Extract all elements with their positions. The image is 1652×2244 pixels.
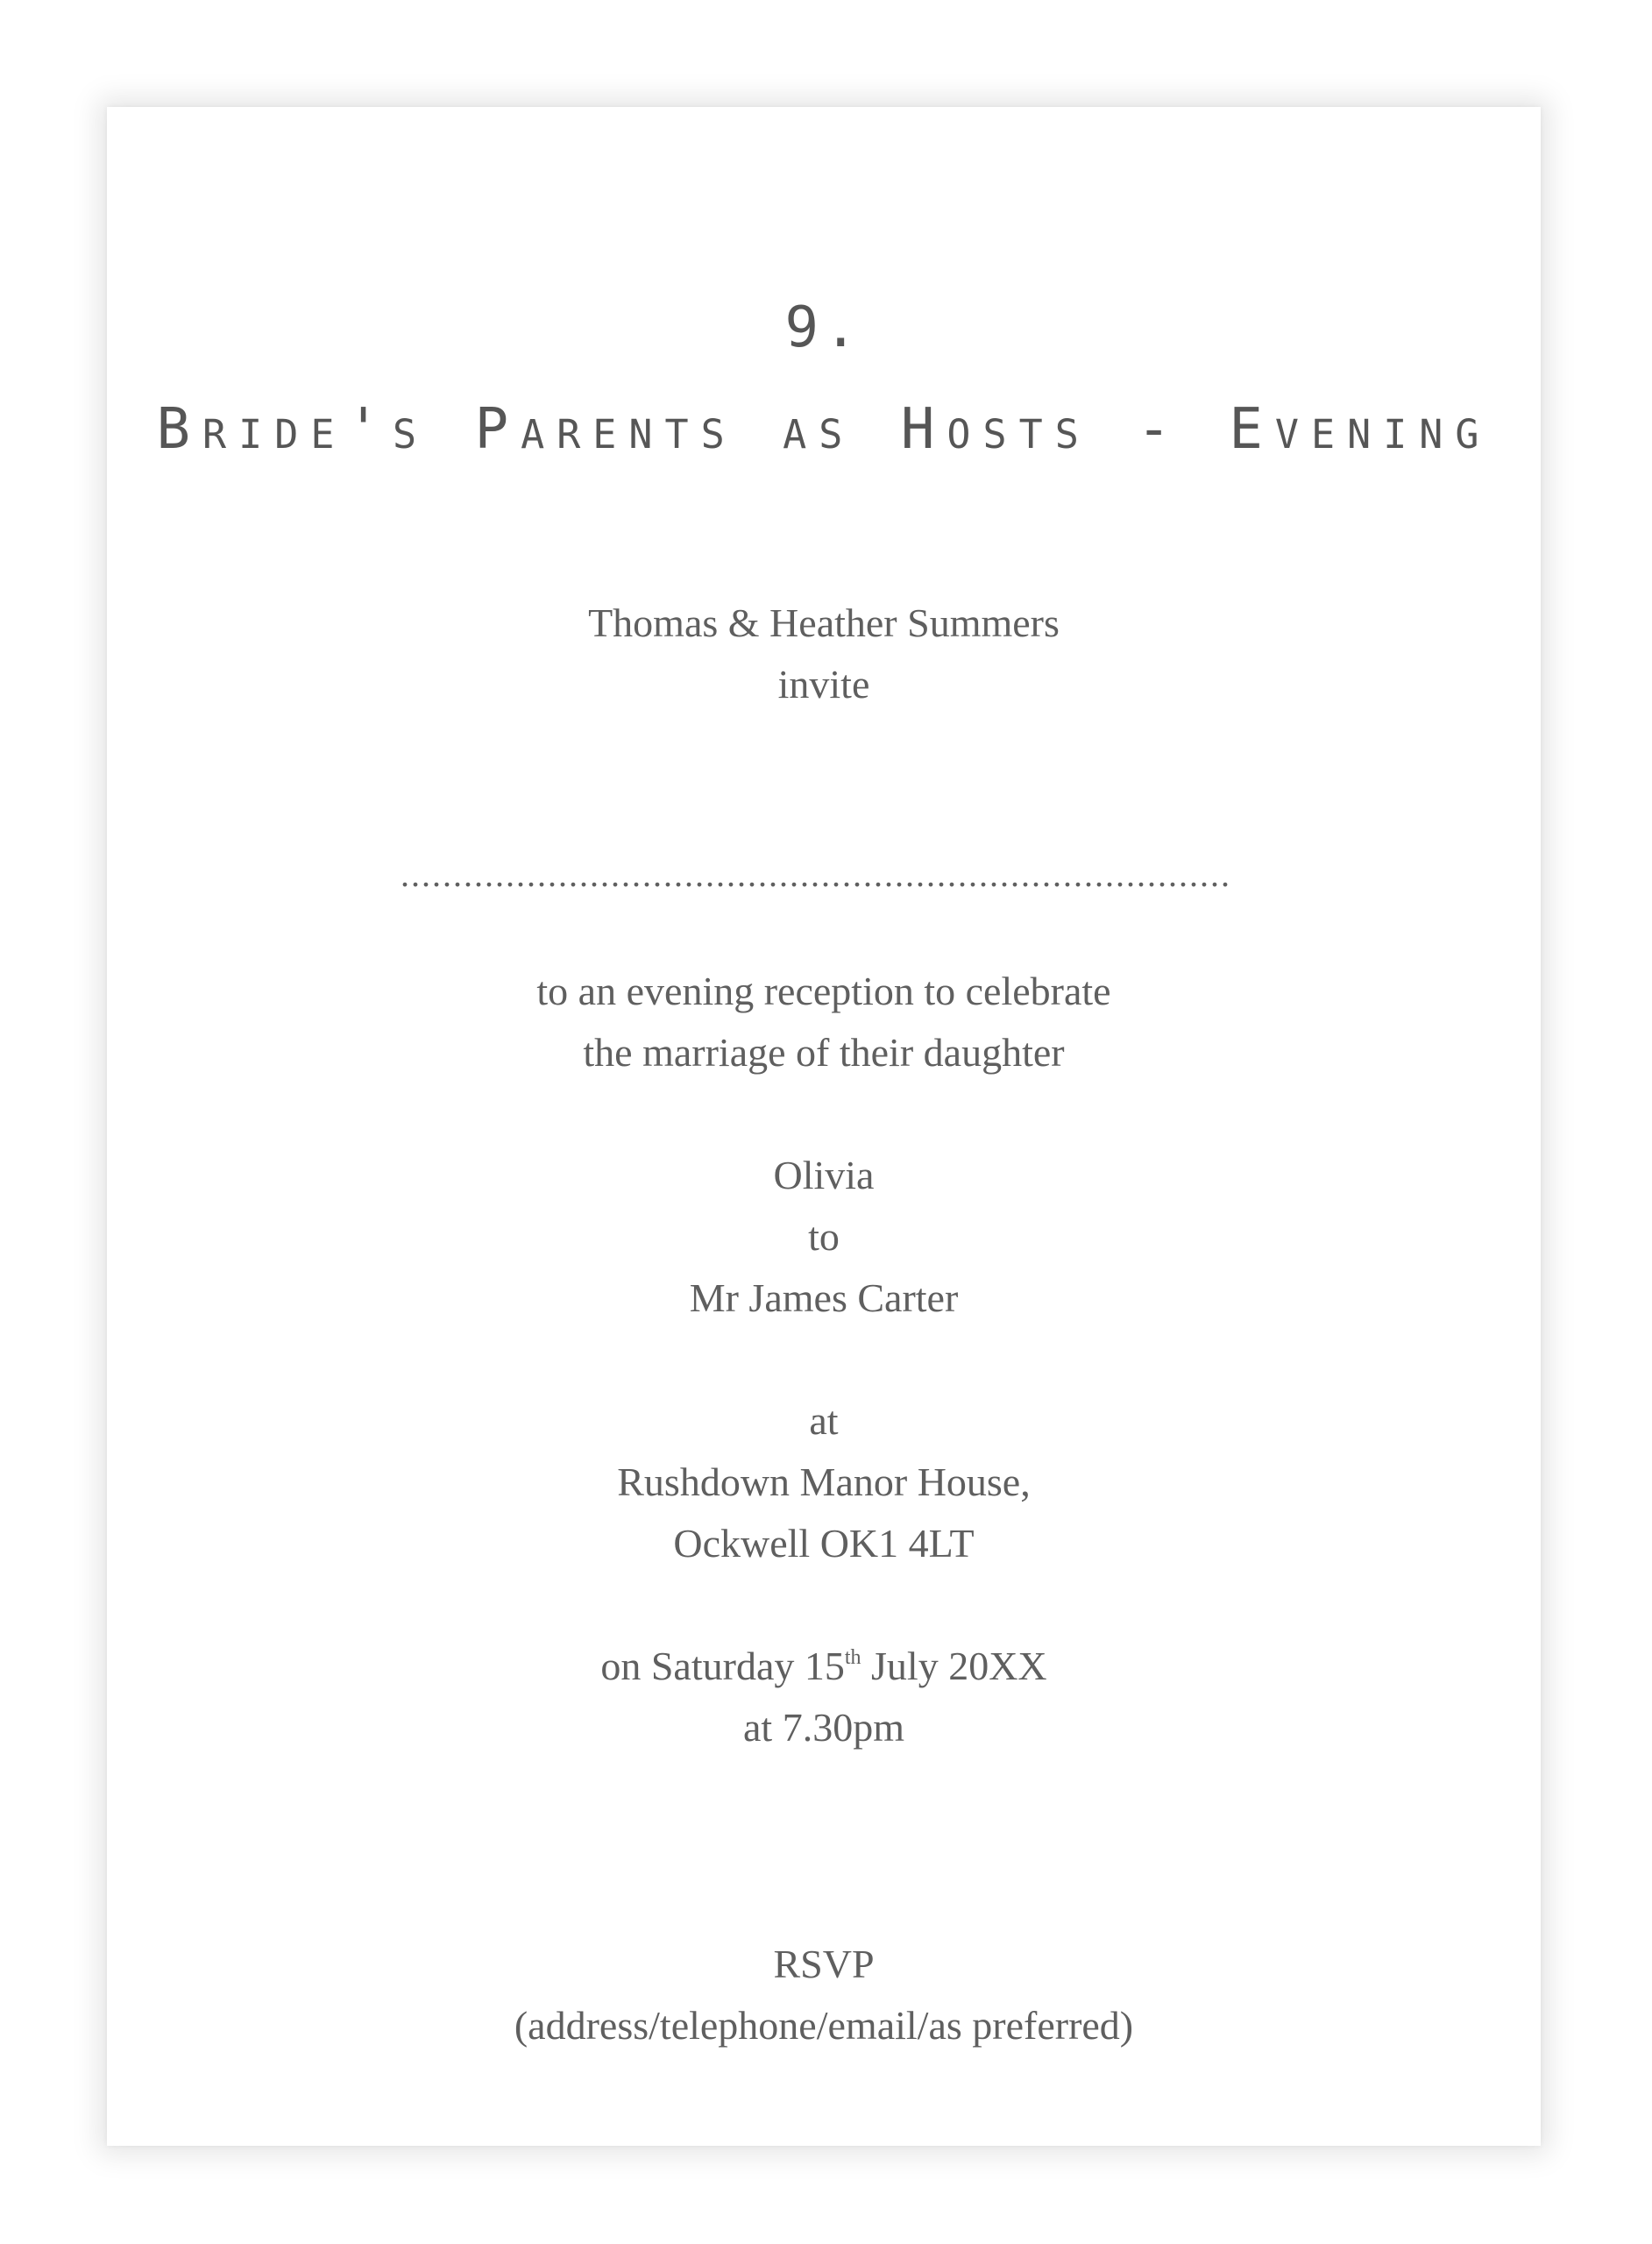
bride-name: Olivia — [773, 1153, 875, 1197]
rsvp-label: RSVP — [773, 1942, 875, 1986]
template-number: 9. — [784, 295, 863, 360]
occasion-line-1: to an evening reception to celebrate — [536, 969, 1111, 1013]
venue-line-1: Rushdown Manor House, — [617, 1459, 1031, 1504]
to-word: to — [808, 1214, 840, 1259]
rsvp-details: (address/telephone/email/as preferred) — [514, 2003, 1134, 2048]
hosts-names: Thomas & Heather Summers — [588, 600, 1060, 645]
date-ordinal-suffix: th — [844, 1646, 861, 1669]
event-time: at 7.30pm — [743, 1705, 904, 1750]
groom-name: Mr James Carter — [689, 1275, 959, 1320]
venue-line-2: Ockwell OK1 4LT — [673, 1521, 975, 1566]
date-rest: July 20XX — [861, 1644, 1047, 1688]
occasion-line-2: the marriage of their daughter — [583, 1030, 1065, 1075]
template-title: Bride's Parents as Hosts - Evening — [156, 397, 1492, 462]
guest-name-dotted-line: ............................................................................... — [401, 855, 1231, 894]
event-date — [107, 1636, 1541, 1697]
invitation-card — [107, 107, 1541, 2146]
date-prefix: on Saturday 15 — [600, 1644, 845, 1688]
invite-word: invite — [777, 662, 870, 707]
at-word: at — [809, 1398, 839, 1443]
